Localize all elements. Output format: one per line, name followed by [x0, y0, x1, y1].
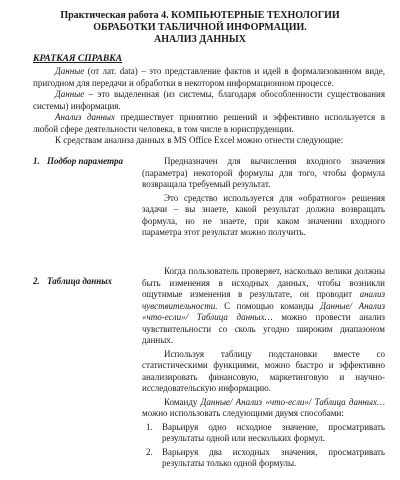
list-item-text: Варьируя одно исходное значение, просматривать результаты одной или нескольких формул.: [162, 421, 385, 444]
item-number: 2.: [33, 276, 40, 286]
paragraph-tools-intro: К средствам анализа данных в MS Office Excel можно отнести следующие:: [55, 135, 344, 146]
paragraph-data-analysis: [33, 112, 385, 135]
list-item-number: 2.: [146, 446, 153, 457]
list-item: [142, 422, 385, 445]
list-item-text: Варьируя два исходных значения, просматривать результаты только одной формулы.: [162, 446, 385, 469]
data-table-paragraph-1: [142, 266, 385, 347]
usage-list: [142, 422, 385, 470]
title-line-1: Практическая работа 4. КОМПЬЮТЕРНЫЕ ТЕХНОЛОГИИ: [60, 10, 340, 21]
section-heading: КРАТКАЯ СПРАВКА: [33, 54, 123, 64]
term-sensitivity-analysis: анализ чувствительности.: [142, 289, 385, 311]
item-label-text: Таблица данных: [47, 276, 113, 286]
item-number: 1.: [33, 156, 40, 166]
data-table-paragraph-2: Используя таблицу подстановки вместе со статистическими функциями, можно быстро и эффективно анализировать финансовую, маркетинговую и научно-исследовательскую информацию.: [142, 348, 385, 394]
term-data: Данные: [55, 89, 85, 100]
goal-seek-paragraph-1: Предназначен для вычисления входного значения (параметра) некоторой формулы для того, чтобы формула возвращала требуемый результат.: [142, 156, 385, 190]
item-label-goal-seek: [33, 156, 123, 168]
paragraph-text: – это выделенная (из системы, благодаря обособленности существования системы) информация.: [33, 89, 385, 111]
goal-seek-paragraph-2: Это средство используется для «обратного» решения задачи – вы знаете, какой результат должна возвращать формула, но не знаете, при каком значении входного параметра этот результат можно получить.: [142, 192, 385, 238]
item-body-data-table: [142, 266, 385, 472]
command-path: Данные/ Анализ «что-если»/ Таблица данных…: [142, 300, 385, 323]
paragraph-text: предшествует принятию решений и эффективно используется в любой сфере деятельности человека, в том числе в юриспруденции.: [33, 112, 385, 134]
text-run: можно использовать следующими двумя способами:: [142, 408, 344, 419]
data-table-paragraph-3: [142, 397, 385, 420]
list-item-number: 1.: [146, 421, 153, 432]
list-item: [142, 447, 385, 470]
term-data: Данные: [55, 66, 85, 76]
paragraph-text: (от лат. data) – это представление фактов и идей в формализованном виде, пригодном для передачи и обработки в некотором информационном процессе.: [33, 66, 385, 88]
title-line-3: АНАЛИЗ ДАННЫХ: [154, 34, 246, 45]
term-data-analysis: Анализ данных: [55, 112, 116, 123]
text-run: Когда пользователь проверяет, насколько велики должны быть изменения в исходных данных, чтобы возникли ощутимые изменения в результате, он проводит: [142, 266, 385, 300]
item-label-data-table: [33, 276, 112, 288]
command-path: Данные/ Анализ «что-если»/ Таблица данных…: [200, 396, 385, 407]
item-label-text: Подбор параметра: [47, 156, 124, 166]
item-body-goal-seek: [142, 156, 385, 241]
text-run: можно провести анализ чувствительности со сколь угодно широким диапазоном данных.: [142, 312, 385, 346]
text-run: С помощью команды: [217, 300, 321, 311]
text-run: Команду: [164, 396, 201, 407]
paragraph-data-information: [33, 89, 385, 112]
intro-text: [33, 66, 385, 147]
document-title: [38, 10, 362, 46]
title-line-2: ОБРАБОТКИ ТАБЛИЧНОЙ ИНФОРМАЦИИ.: [93, 22, 307, 33]
paragraph-data-definition: [33, 66, 385, 89]
